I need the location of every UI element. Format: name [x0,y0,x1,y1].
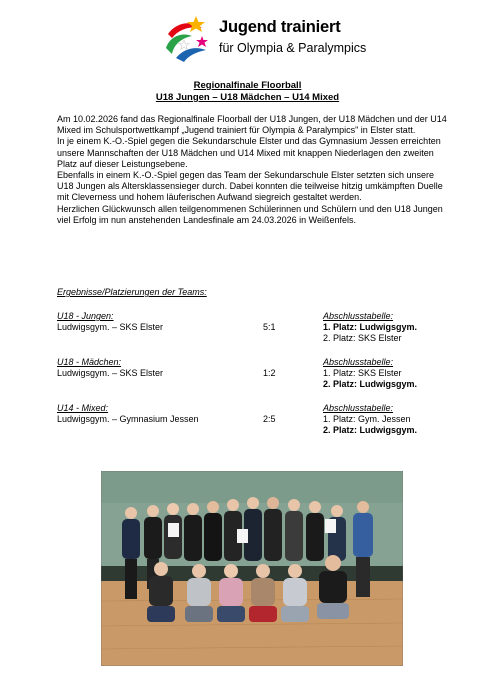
group-label: U18 - Jungen: [57,311,114,321]
match-teams: Ludwigsgym. – SKS Elster [57,368,164,378]
logo-subtitle: für Olympia & Paralympics [219,41,367,55]
logo-star-yellow [187,16,205,32]
logo [162,14,367,64]
logo-emblem-icon [162,14,212,64]
standings-place-2: 2. Platz: Ludwigsgym. [323,379,418,389]
match-score: 1:2 [263,368,276,378]
standings-place-2: 2. Platz: Ludwigsgym. [323,425,418,435]
logo-title: Jugend trainiert [219,18,341,36]
logo-star-white [179,40,189,49]
standings-place-1: 1. Platz: SKS Elster [323,368,402,378]
standings-heading: Abschlusstabelle: [323,403,394,413]
title-line-1: Regionalfinale Floorball [193,80,302,91]
standings-heading: Abschlusstabelle: [323,357,394,367]
report-body [57,114,447,226]
results-heading: Ergebnisse/Platzierungen der Teams: [57,287,207,297]
team-photo [101,471,403,666]
standings-place-2: 2. Platz: SKS Elster [323,333,402,343]
document-title [0,80,495,104]
standings-heading: Abschlusstabelle: [323,311,394,321]
group-label: U14 - Mixed: [57,403,109,413]
title-line-2: U18 Jungen – U18 Mädchen – U14 Mixed [155,92,340,103]
logo-star-pink [196,36,208,47]
group-label: U18 - Mädchen: [57,357,122,367]
match-teams: Ludwigsgym. – SKS Elster [57,322,164,332]
match-score: 2:5 [263,414,276,424]
paragraph-boys: Ebenfalls in einem K.-O.-Spiel gegen das Team der Sekundarschule Elster setzten sich unsere U18 Jungen als Altersklassensieger durch. Dabei konnten die teilweise hitzig umkämpften Duelle mit Cleverness und hohem läuferischen Aufwand siegreich gestaltet werden. [57,170,443,203]
paragraph-intro: Am 10.02.2026 fand das Regionalfinale Floorball der U18 Jungen, der U18 Mädchen und der U14 Mixed im Schulsportwettkampf „Jugend trainiert für Olympia & Paralympics" in Elster statt. [57,114,447,136]
logo-swoosh-blue [176,48,206,62]
match-score: 5:1 [263,322,276,332]
standings-place-1: 1. Platz: Gym. Jessen [323,414,411,424]
paragraph-girls-mixed: In je einem K.-O.-Spiel gegen die Sekundarschule Elster und das Gymnasium Jessen erreichten unsere Mannschaften der U18 Mädchen und U14 Mixed mit knappen Niederlagen den zweiten Platz auf dieser Leistungsebene. [57,136,441,169]
paragraph-congrats: Herzlichen Glückwunsch allen teilgenommenen Schülerinnen und Schülern und den U18 Jungen viel Erfolg im nun anstehenden Landesfinale am 24.03.2026 in Weißenfels. [57,203,443,225]
match-teams: Ludwigsgym. – Gymnasium Jessen [57,414,199,424]
standings-place-1: 1. Platz: Ludwigsgym. [323,322,418,332]
